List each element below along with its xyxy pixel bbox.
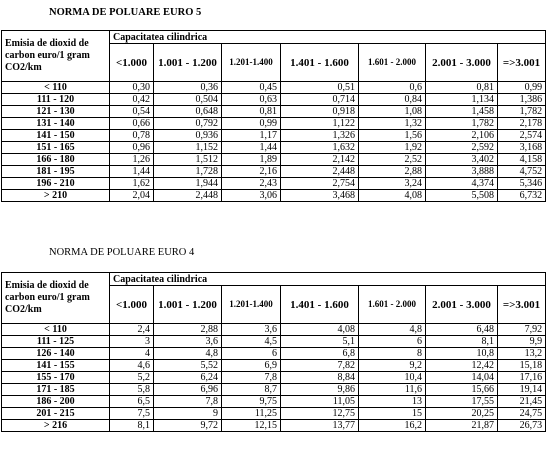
table-row: [2, 94, 546, 106]
value-cell: 1,17: [222, 130, 281, 142]
value-cell: 2,448: [154, 190, 222, 202]
value-cell: 1,08: [359, 106, 426, 118]
value-cell: 10,4: [359, 372, 426, 384]
value-cell: 7,8: [154, 396, 222, 408]
value-cell: 5,8: [110, 384, 154, 396]
value-cell: 3,24: [359, 178, 426, 190]
group-header-capacity: Capacitatea cilindrica: [110, 31, 546, 44]
value-cell: 1,152: [154, 142, 222, 154]
euro5-title: NORMA DE POLUARE EURO 5: [49, 7, 202, 18]
value-cell: 21,87: [426, 420, 498, 432]
column-header: 1.001 - 1.200: [154, 286, 222, 324]
value-cell: 7,5: [110, 408, 154, 420]
value-cell: 3: [110, 336, 154, 348]
value-cell: 2,106: [426, 130, 498, 142]
value-cell: 0,504: [154, 94, 222, 106]
value-cell: 0,99: [498, 82, 546, 94]
value-cell: 0,81: [426, 82, 498, 94]
column-header: =>3.001: [498, 44, 546, 82]
value-cell: 1,782: [426, 118, 498, 130]
value-cell: 4,8: [359, 324, 426, 336]
column-header: 1.601 - 2.000: [359, 44, 426, 82]
value-cell: 9,75: [222, 396, 281, 408]
co2-range-cell: 111 - 125: [2, 336, 110, 348]
value-cell: 17,16: [498, 372, 546, 384]
column-header: <1.000: [110, 44, 154, 82]
co2-range-cell: 151 - 165: [2, 142, 110, 154]
co2-range-cell: 121 - 130: [2, 106, 110, 118]
euro4-table: [1, 272, 546, 432]
value-cell: 15: [359, 408, 426, 420]
value-cell: 9: [154, 408, 222, 420]
value-cell: 3,6: [154, 336, 222, 348]
table-row: [2, 408, 546, 420]
value-cell: 0,6: [359, 82, 426, 94]
value-cell: 6,732: [498, 190, 546, 202]
value-cell: 17,55: [426, 396, 498, 408]
value-cell: 6,96: [154, 384, 222, 396]
co2-range-cell: 131 - 140: [2, 118, 110, 130]
column-header: 1.201-1.400: [222, 286, 281, 324]
column-header: 1.201-1.400: [222, 44, 281, 82]
value-cell: 13,2: [498, 348, 546, 360]
value-cell: 0,45: [222, 82, 281, 94]
value-cell: 7,82: [281, 360, 359, 372]
table-row: [2, 348, 546, 360]
value-cell: 0,84: [359, 94, 426, 106]
value-cell: 0,918: [281, 106, 359, 118]
column-header: 1.001 - 1.200: [154, 44, 222, 82]
value-cell: 24,75: [498, 408, 546, 420]
group-header-row: [2, 273, 546, 286]
value-cell: 0,30: [110, 82, 154, 94]
value-cell: 3,468: [281, 190, 359, 202]
value-cell: 1,89: [222, 154, 281, 166]
value-cell: 2,754: [281, 178, 359, 190]
co2-range-cell: < 110: [2, 324, 110, 336]
value-cell: 0,51: [281, 82, 359, 94]
table-row: [2, 82, 546, 94]
value-cell: 9,9: [498, 336, 546, 348]
value-cell: 2,16: [222, 166, 281, 178]
value-cell: 1,512: [154, 154, 222, 166]
value-cell: 2,88: [154, 324, 222, 336]
value-cell: 13: [359, 396, 426, 408]
value-cell: 6,9: [222, 360, 281, 372]
table-row: [2, 130, 546, 142]
value-cell: 2,04: [110, 190, 154, 202]
value-cell: 8,1: [110, 420, 154, 432]
value-cell: 4,08: [359, 190, 426, 202]
value-cell: 2,178: [498, 118, 546, 130]
value-cell: 2,4: [110, 324, 154, 336]
column-header: <1.000: [110, 286, 154, 324]
value-cell: 4,752: [498, 166, 546, 178]
value-cell: 1,44: [110, 166, 154, 178]
table-row: [2, 118, 546, 130]
co2-range-cell: 166 - 180: [2, 154, 110, 166]
value-cell: 7,92: [498, 324, 546, 336]
value-cell: 12,15: [222, 420, 281, 432]
row-header-label: Emisia de dioxid de carbon euro/1 gram CO2/km: [2, 31, 110, 82]
value-cell: 21,45: [498, 396, 546, 408]
value-cell: 8,1: [426, 336, 498, 348]
table-row: [2, 384, 546, 396]
value-cell: 4,8: [154, 348, 222, 360]
value-cell: 0,42: [110, 94, 154, 106]
value-cell: 7,8: [222, 372, 281, 384]
value-cell: 13,77: [281, 420, 359, 432]
value-cell: 10,8: [426, 348, 498, 360]
value-cell: 8,84: [281, 372, 359, 384]
table-row: [2, 336, 546, 348]
column-header: 2.001 - 3.000: [426, 286, 498, 324]
value-cell: 11,6: [359, 384, 426, 396]
table-row: [2, 396, 546, 408]
column-header: 2.001 - 3.000: [426, 44, 498, 82]
value-cell: 0,36: [154, 82, 222, 94]
value-cell: 1,458: [426, 106, 498, 118]
value-cell: 5,1: [281, 336, 359, 348]
co2-range-cell: 141 - 150: [2, 130, 110, 142]
value-cell: 3,402: [426, 154, 498, 166]
value-cell: 9,72: [154, 420, 222, 432]
value-cell: 19,14: [498, 384, 546, 396]
value-cell: 0,78: [110, 130, 154, 142]
co2-range-cell: 186 - 200: [2, 396, 110, 408]
value-cell: 1,782: [498, 106, 546, 118]
value-cell: 8: [359, 348, 426, 360]
value-cell: 6,5: [110, 396, 154, 408]
row-header-label: Emisia de dioxid de carbon euro/1 gram CO2/km: [2, 273, 110, 324]
value-cell: 5,52: [154, 360, 222, 372]
value-cell: 1,26: [110, 154, 154, 166]
table-row: [2, 372, 546, 384]
value-cell: 1,386: [498, 94, 546, 106]
value-cell: 12,42: [426, 360, 498, 372]
value-cell: 6,24: [154, 372, 222, 384]
value-cell: 16,2: [359, 420, 426, 432]
table-row: [2, 178, 546, 190]
value-cell: 0,54: [110, 106, 154, 118]
value-cell: 0,99: [222, 118, 281, 130]
co2-range-cell: 141 - 155: [2, 360, 110, 372]
value-cell: 0,66: [110, 118, 154, 130]
value-cell: 2,52: [359, 154, 426, 166]
value-cell: 1,56: [359, 130, 426, 142]
co2-range-cell: > 210: [2, 190, 110, 202]
table-row: [2, 166, 546, 178]
value-cell: 0,792: [154, 118, 222, 130]
value-cell: 3,06: [222, 190, 281, 202]
co2-range-cell: 196 - 210: [2, 178, 110, 190]
value-cell: 2,88: [359, 166, 426, 178]
value-cell: 8,7: [222, 384, 281, 396]
co2-range-cell: 181 - 195: [2, 166, 110, 178]
value-cell: 11,25: [222, 408, 281, 420]
value-cell: 6,8: [281, 348, 359, 360]
co2-range-cell: 111 - 120: [2, 94, 110, 106]
value-cell: 4,374: [426, 178, 498, 190]
value-cell: 2,592: [426, 142, 498, 154]
value-cell: 3,888: [426, 166, 498, 178]
group-header-row: [2, 31, 546, 44]
group-header-capacity: Capacitatea cilindrica: [110, 273, 546, 286]
value-cell: 20,25: [426, 408, 498, 420]
value-cell: 0,936: [154, 130, 222, 142]
value-cell: 0,63: [222, 94, 281, 106]
value-cell: 1,62: [110, 178, 154, 190]
column-header: 1.401 - 1.600: [281, 286, 359, 324]
value-cell: 1,92: [359, 142, 426, 154]
column-header: 1.601 - 2.000: [359, 286, 426, 324]
value-cell: 9,86: [281, 384, 359, 396]
value-cell: 2,448: [281, 166, 359, 178]
co2-range-cell: 201 - 215: [2, 408, 110, 420]
table-row: [2, 154, 546, 166]
table-row: [2, 420, 546, 432]
column-header: 1.401 - 1.600: [281, 44, 359, 82]
euro4-title: NORMA DE POLUARE EURO 4: [49, 247, 195, 258]
value-cell: 5,2: [110, 372, 154, 384]
co2-range-cell: > 216: [2, 420, 110, 432]
value-cell: 1,944: [154, 178, 222, 190]
value-cell: 15,18: [498, 360, 546, 372]
table-row: [2, 142, 546, 154]
value-cell: 11,05: [281, 396, 359, 408]
value-cell: 1,44: [222, 142, 281, 154]
value-cell: 6: [359, 336, 426, 348]
value-cell: 9,2: [359, 360, 426, 372]
co2-range-cell: < 110: [2, 82, 110, 94]
value-cell: 2,142: [281, 154, 359, 166]
value-cell: 2,43: [222, 178, 281, 190]
co2-range-cell: 171 - 185: [2, 384, 110, 396]
value-cell: 4,6: [110, 360, 154, 372]
value-cell: 0,96: [110, 142, 154, 154]
value-cell: 0,648: [154, 106, 222, 118]
value-cell: 26,73: [498, 420, 546, 432]
value-cell: 6: [222, 348, 281, 360]
value-cell: 1,728: [154, 166, 222, 178]
value-cell: 5,508: [426, 190, 498, 202]
value-cell: 6,48: [426, 324, 498, 336]
table-row: [2, 360, 546, 372]
value-cell: 15,66: [426, 384, 498, 396]
value-cell: 4,158: [498, 154, 546, 166]
value-cell: 5,346: [498, 178, 546, 190]
co2-range-cell: 155 - 170: [2, 372, 110, 384]
value-cell: 2,574: [498, 130, 546, 142]
value-cell: 3,168: [498, 142, 546, 154]
table-row: [2, 324, 546, 336]
value-cell: 4,5: [222, 336, 281, 348]
table-row: [2, 190, 546, 202]
value-cell: 0,714: [281, 94, 359, 106]
value-cell: 1,32: [359, 118, 426, 130]
value-cell: 1,122: [281, 118, 359, 130]
table-row: [2, 106, 546, 118]
value-cell: 12,75: [281, 408, 359, 420]
value-cell: 3,6: [222, 324, 281, 336]
value-cell: 1,632: [281, 142, 359, 154]
value-cell: 0,81: [222, 106, 281, 118]
value-cell: 1,134: [426, 94, 498, 106]
co2-range-cell: 126 - 140: [2, 348, 110, 360]
value-cell: 4,08: [281, 324, 359, 336]
value-cell: 4: [110, 348, 154, 360]
euro5-table: [1, 30, 546, 202]
column-header: =>3.001: [498, 286, 546, 324]
value-cell: 1,326: [281, 130, 359, 142]
value-cell: 14,04: [426, 372, 498, 384]
